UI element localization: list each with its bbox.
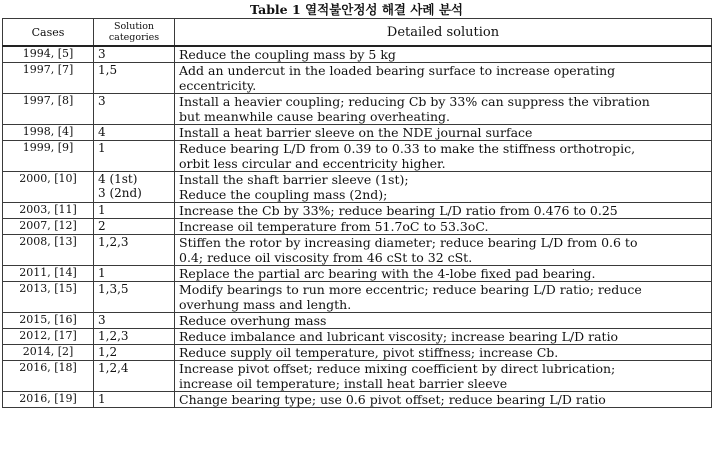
- case-reference: 2003, [11]: [3, 203, 94, 219]
- category-value: 3: [98, 94, 106, 108]
- detailed-solution: [175, 219, 712, 235]
- detailed-solution: [175, 46, 712, 63]
- table-title: Table 1 열적불안정성 해결 사례 분석: [249, 2, 463, 17]
- solution-category: [94, 235, 175, 266]
- solution-category: [94, 329, 175, 345]
- solution-category: [94, 282, 175, 313]
- case-reference: 2016, [18]: [3, 361, 94, 392]
- category-value: 1,2,4: [98, 361, 129, 375]
- case-reference: 2013, [15]: [3, 282, 94, 313]
- detailed-solution: [175, 172, 712, 203]
- case-reference: 2011, [14]: [3, 266, 94, 282]
- table-body: [3, 46, 712, 408]
- solution-category: [94, 94, 175, 125]
- solution-line: Reduce overhung mass: [179, 313, 327, 328]
- case-reference: 1999, [9]: [3, 141, 94, 172]
- detailed-solution: [175, 141, 712, 172]
- table-row: [3, 313, 712, 329]
- table-row: [3, 141, 712, 172]
- category-value: 4 (1st): [98, 172, 138, 186]
- category-value: 3: [98, 313, 106, 327]
- solution-line: Change bearing type; use 0.6 pivot offset; reduce bearing L/D ratio: [179, 392, 606, 407]
- solution-line: Install a heat barrier sleeve on the NDE journal surface: [179, 125, 533, 140]
- header-solution-categories: Solution categories: [94, 19, 175, 47]
- table-row: [3, 345, 712, 361]
- case-reference: 1997, [8]: [3, 94, 94, 125]
- detailed-solution: [175, 329, 712, 345]
- category-value: 1,3,5: [98, 282, 129, 296]
- solution-line: 0.4; reduce oil viscosity from 46 cSt to 32 cSt.: [179, 250, 473, 265]
- solution-line: Reduce the coupling mass by 5 kg: [179, 47, 396, 62]
- solution-category: [94, 345, 175, 361]
- solution-line: Add an undercut in the loaded bearing surface to increase operating: [179, 63, 616, 78]
- solution-line: Reduce imbalance and lubricant viscosity; increase bearing L/D ratio: [179, 329, 619, 344]
- category-value: 1,2,3: [98, 329, 129, 343]
- case-reference: 2007, [12]: [3, 219, 94, 235]
- table-row: [3, 125, 712, 141]
- category-value: 1: [98, 203, 106, 217]
- case-reference: 2000, [10]: [3, 172, 94, 203]
- category-value: 1,2: [98, 345, 118, 359]
- category-value: 1,5: [98, 63, 118, 77]
- category-value: 1: [98, 266, 106, 280]
- solution-line: Install the shaft barrier sleeve (1st);: [179, 172, 409, 187]
- detailed-solution: [175, 63, 712, 94]
- table-row: [3, 219, 712, 235]
- table-row: [3, 46, 712, 63]
- detailed-solution: [175, 313, 712, 329]
- solution-category: [94, 266, 175, 282]
- solution-category: [94, 203, 175, 219]
- solution-line: Increase pivot offset; reduce mixing coefficient by direct lubrication;: [179, 361, 616, 376]
- solution-category: [94, 219, 175, 235]
- header-cases: Cases: [3, 19, 94, 47]
- category-value: 1: [98, 392, 106, 406]
- case-reference: 2016, [19]: [3, 392, 94, 408]
- table-row: [3, 282, 712, 313]
- solution-line: Reduce bearing L/D from 0.39 to 0.33 to make the stiffness orthotropic,: [179, 141, 636, 156]
- table-row: [3, 329, 712, 345]
- solution-category: [94, 172, 175, 203]
- table-row: [3, 63, 712, 94]
- solution-line: but meanwhile cause bearing overheating.: [179, 109, 450, 124]
- solution-line: eccentricity.: [179, 78, 257, 93]
- detailed-solution: [175, 235, 712, 266]
- table-row: [3, 235, 712, 266]
- solution-line: Install a heavier coupling; reducing Cb by 33% can suppress the vibration: [179, 94, 650, 109]
- solution-category: [94, 63, 175, 94]
- category-value: 1: [98, 141, 106, 155]
- case-reference: 2015, [16]: [3, 313, 94, 329]
- solution-line: Reduce supply oil temperature, pivot stiffness; increase Cb.: [179, 345, 559, 360]
- solution-line: Increase the Cb by 33%; reduce bearing L/D ratio from 0.476 to 0.25: [179, 203, 618, 218]
- case-reference: 2012, [17]: [3, 329, 94, 345]
- solution-line: Stiffen the rotor by increasing diameter; reduce bearing L/D from 0.6 to: [179, 235, 638, 250]
- category-value: 1,2,3: [98, 235, 129, 249]
- table-row: [3, 392, 712, 408]
- category-value: 2: [98, 219, 106, 233]
- table-row: [3, 203, 712, 219]
- case-reference: 2014, [2]: [3, 345, 94, 361]
- solution-category: [94, 392, 175, 408]
- case-reference: 1998, [4]: [3, 125, 94, 141]
- solution-category: [94, 141, 175, 172]
- table-header-row: [3, 19, 712, 47]
- solution-category: [94, 46, 175, 63]
- detailed-solution: [175, 125, 712, 141]
- table-row: [3, 172, 712, 203]
- table-row: [3, 266, 712, 282]
- detailed-solution: [175, 282, 712, 313]
- table-row: [3, 94, 712, 125]
- detailed-solution: [175, 361, 712, 392]
- solution-category: [94, 361, 175, 392]
- category-value: 3 (2nd): [98, 186, 142, 200]
- detailed-solution: [175, 392, 712, 408]
- solutions-table: [2, 18, 712, 408]
- case-reference: 1997, [7]: [3, 63, 94, 94]
- detailed-solution: [175, 203, 712, 219]
- category-value: 4: [98, 125, 106, 139]
- solution-line: increase oil temperature; install heat barrier sleeve: [179, 376, 508, 391]
- solution-line: Increase oil temperature from 51.7oC to 53.3oC.: [179, 219, 489, 234]
- detailed-solution: [175, 266, 712, 282]
- header-detailed-solution: Detailed solution: [175, 19, 712, 47]
- detailed-solution: [175, 94, 712, 125]
- category-value: 3: [98, 47, 106, 61]
- case-reference: 1994, [5]: [3, 46, 94, 63]
- table-row: [3, 361, 712, 392]
- solution-category: [94, 125, 175, 141]
- solution-line: Reduce the coupling mass (2nd);: [179, 187, 388, 202]
- solution-category: [94, 313, 175, 329]
- solution-line: orbit less circular and eccentricity higher.: [179, 156, 446, 171]
- solution-line: Modify bearings to run more eccentric; reduce bearing L/D ratio; reduce: [179, 282, 642, 297]
- solution-line: Replace the partial arc bearing with the 4-lobe fixed pad bearing.: [179, 266, 596, 281]
- case-reference: 2008, [13]: [3, 235, 94, 266]
- solution-line: overhung mass and length.: [179, 297, 352, 312]
- detailed-solution: [175, 345, 712, 361]
